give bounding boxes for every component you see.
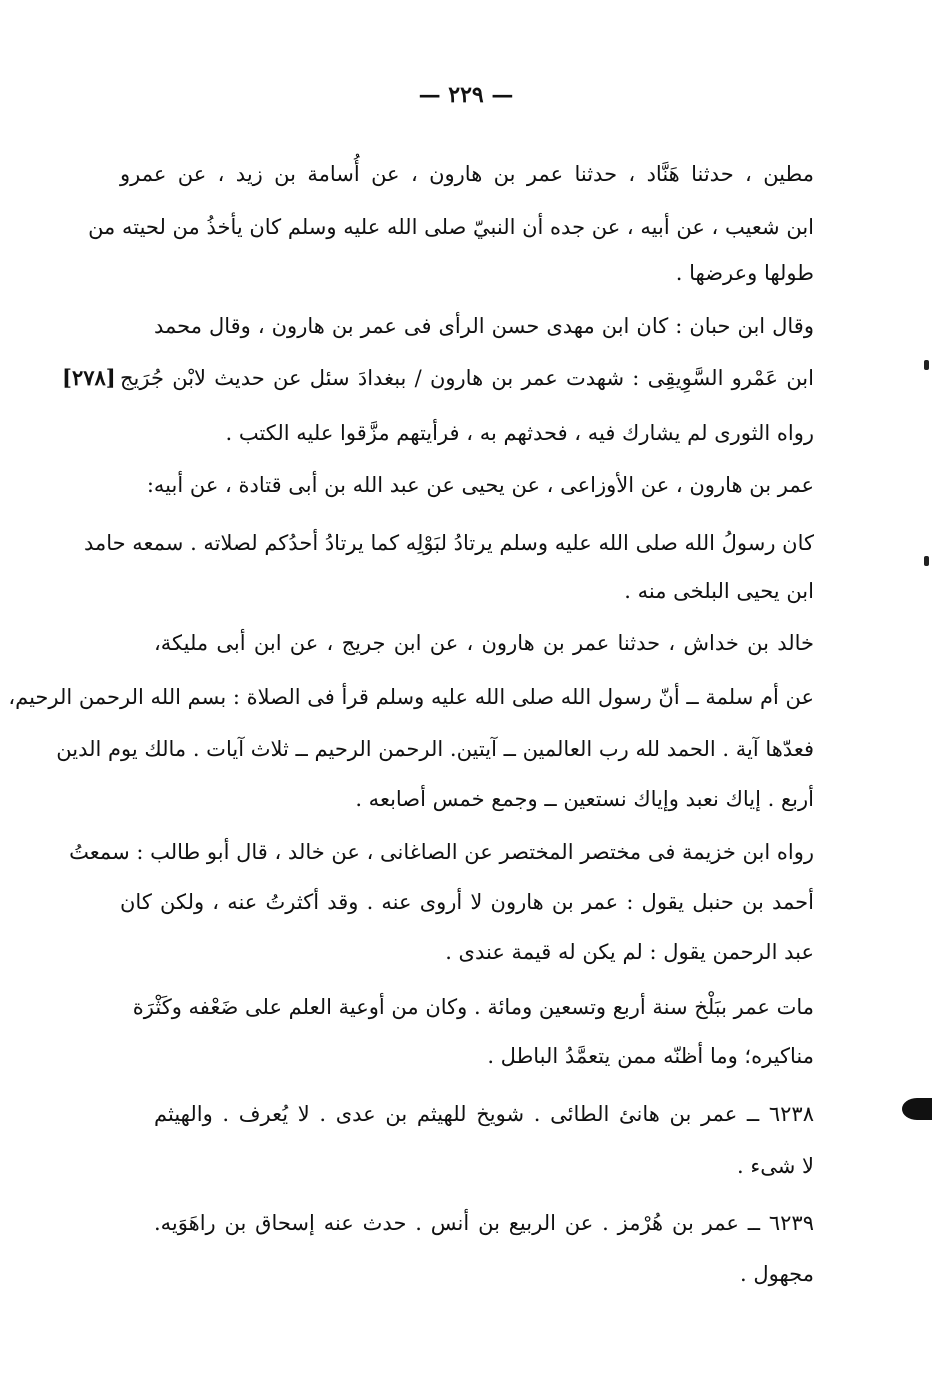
text-line: أحمد بن حنبل يقول : عمر بن هارون لا أروى عنه . وقد أكثرتُ عنه ، ولكن كان xyxy=(120,890,814,914)
text-line: رواه ابن خزيمة فى مختصر المختصر عن الصاغانى ، عن خالد ، قال أبو طالب : سمعتُ xyxy=(69,840,814,864)
text-line: فعدّها آية . الحمد لله رب العالمين ــ آيتين. الرحمن الرحيم ــ ثلاث آيات . مالك يوم الدين xyxy=(56,737,814,761)
text-line: ٦٢٣٩ ــ عمر بن هُرْمز . عن الربيع بن أنس . حدث عنه إسحاق بن راهَوَيه. xyxy=(154,1211,814,1235)
text-line: مجهول . xyxy=(740,1262,814,1286)
text-line: ابن يحيى البلخى منه . xyxy=(624,579,814,603)
scan-edge-mark xyxy=(924,360,929,370)
text-line: رواه الثورى لم يشارك فيه ، فحدثهم به ، فرأيتهم مزَّقوا عليه الكتب . xyxy=(225,421,814,445)
text-line: لا شىء . xyxy=(737,1154,814,1178)
text-line: ٦٢٣٨ ــ عمر بن هانئ الطائى . شويخ للهيثم بن عدى . لا يُعرف . والهيثم xyxy=(154,1102,814,1126)
margin-page-reference: [٢٧٨] xyxy=(62,365,116,390)
text-line: مطين ، حدثنا هَنَّاد ، حدثنا عمر بن هارون ، عن أُسامة بن زيد ، عن عمرو xyxy=(120,162,814,186)
text-line: مناكيره؛ وما أظنّه ممن يتعمَّدُ الباطل . xyxy=(487,1044,814,1068)
text-line: ابن عَمْرو السَّوِيقِى : شهدت عمر بن هارون / ببغدادَ سئل عن حديث لابْن جُرَيج xyxy=(120,366,814,390)
text-line: أربع . إياك نعبد وإياك نستعين ــ وجمع خمس أصابعه . xyxy=(355,787,814,811)
text-line: مات عمر ببَلْخ سنة أربع وتسعين ومائة . وكان من أوعية العلم على ضَعْفه وكَثْرَة xyxy=(132,995,814,1019)
text-line: عمر بن هارون ، عن الأوزاعى ، عن يحيى عن عبد الله بن أبى قتادة ، عن أبيه: xyxy=(146,473,814,497)
text-line: ابن شعيب ، عن أبيه ، عن جده أن النبيّ صلى الله عليه وسلم كان يأخذُ من لحيته من xyxy=(88,215,814,239)
text-line: عبد الرحمن يقول : لم يكن له قيمة عندى . xyxy=(445,940,814,964)
scan-edge-mark xyxy=(924,556,929,566)
scan-ink-mark xyxy=(902,1098,932,1120)
text-line: طولها وعرضها . xyxy=(675,261,814,285)
text-line: عن أم سلمة ــ أنّ رسول الله صلى الله عليه وسلم قرأ فى الصلاة : بسم الله الرحمن الرحيم، xyxy=(8,685,814,709)
text-line: خالد بن خداش ، حدثنا عمر بن هارون ، عن ابن جريج ، عن ابن أبى مليكة، xyxy=(154,631,814,655)
text-line: كان رسولُ الله صلى الله عليه وسلم يرتادُ لبَوْلِه كما يرتادُ أحدُكم لصلاته . سمعه حامد xyxy=(83,531,814,555)
page-number: — ٢٢٩ — xyxy=(418,82,514,108)
text-line: وقال ابن حبان : كان ابن مهدى حسن الرأى فى عمر بن هارون ، وقال محمد xyxy=(154,314,814,338)
